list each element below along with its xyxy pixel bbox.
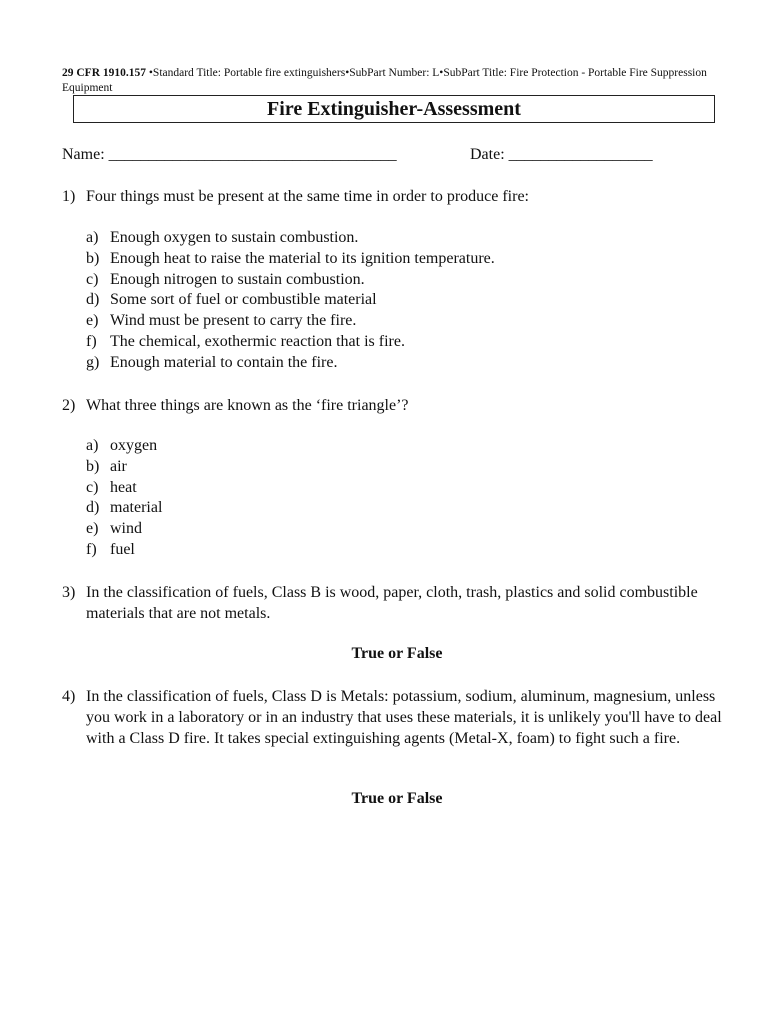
question-1-options xyxy=(86,228,495,374)
option-letter: e) xyxy=(86,520,99,538)
standard-details: •Standard Title: Portable fire extinguishers•SubPart Number: L•SubPart Title: Fire Protection - Portable Fire Suppression Equipment xyxy=(62,67,707,94)
option-letter: c) xyxy=(86,478,99,496)
standard-header xyxy=(62,66,722,96)
option-text: Enough heat to raise the material to its ignition temperature. xyxy=(110,249,495,267)
question-text: What three things are known as the ‘fire triangle’? xyxy=(86,397,409,414)
option-text: Enough oxygen to sustain combustion. xyxy=(110,229,359,246)
option-item[interactable] xyxy=(86,353,495,374)
option-item[interactable] xyxy=(86,498,162,519)
option-text: wind xyxy=(110,520,142,538)
option-letter: a) xyxy=(86,437,99,454)
option-text: air xyxy=(110,457,127,475)
true-false-answer[interactable]: True or False xyxy=(351,790,443,807)
option-text: Enough material to contain the fire. xyxy=(110,353,338,371)
option-text: heat xyxy=(110,478,137,496)
question-number: 3) xyxy=(62,584,76,601)
option-text: The chemical, exothermic reaction that is fire. xyxy=(110,332,405,350)
question-number: 4) xyxy=(62,688,76,705)
option-text: oxygen xyxy=(110,437,158,454)
option-item[interactable] xyxy=(86,228,495,249)
option-letter: b) xyxy=(86,457,100,475)
option-item[interactable] xyxy=(86,332,495,353)
question-text: In the classification of fuels, Class B is wood, paper, cloth, trash, plastics and solid combustible materials that are not metals. xyxy=(86,584,698,622)
cfr-reference: 29 CFR 1910.157 xyxy=(62,67,147,79)
option-item[interactable] xyxy=(86,249,495,270)
option-letter: d) xyxy=(86,291,100,309)
option-text: Wind must be present to carry the fire. xyxy=(110,312,357,330)
option-letter: g) xyxy=(86,353,100,371)
option-item[interactable] xyxy=(86,290,495,311)
option-letter: d) xyxy=(86,499,100,517)
option-item[interactable] xyxy=(86,478,162,499)
option-text: Enough nitrogen to sustain combustion. xyxy=(110,270,365,288)
option-item[interactable] xyxy=(86,457,162,478)
option-item[interactable] xyxy=(86,311,495,332)
option-text: Some sort of fuel or combustible material xyxy=(110,291,377,309)
question-number: 2) xyxy=(62,397,76,414)
option-item[interactable] xyxy=(86,519,162,540)
option-letter: a) xyxy=(86,229,99,246)
question-text: Four things must be present at the same time in order to produce fire: xyxy=(86,188,529,205)
question-number: 1) xyxy=(62,188,76,205)
question-2-options xyxy=(86,436,162,561)
option-letter: f) xyxy=(86,540,97,558)
date-field[interactable]: Date: __________________ xyxy=(470,146,653,163)
option-text: material xyxy=(110,499,163,517)
option-item[interactable] xyxy=(86,436,162,457)
true-false-answer[interactable]: True or False xyxy=(351,645,443,662)
name-field[interactable]: Name: ____________________________________ xyxy=(62,146,397,163)
question-text: In the classification of fuels, Class D is Metals: potassium, sodium, aluminum, magnesium, unless you work in a laboratory or in an industry that uses these materials, it is unlikely you'll have to deal with a Class D fire. It takes special extinguishing agents (Metal-X, foam) to fight such a fire. xyxy=(86,688,722,747)
option-item[interactable] xyxy=(86,270,495,291)
option-item[interactable] xyxy=(86,540,162,561)
option-letter: e) xyxy=(86,312,99,330)
option-text: fuel xyxy=(110,540,135,558)
option-letter: b) xyxy=(86,249,100,267)
page-title: Fire Extinguisher-Assessment xyxy=(73,95,715,123)
option-letter: f) xyxy=(86,332,97,350)
option-letter: c) xyxy=(86,270,99,288)
